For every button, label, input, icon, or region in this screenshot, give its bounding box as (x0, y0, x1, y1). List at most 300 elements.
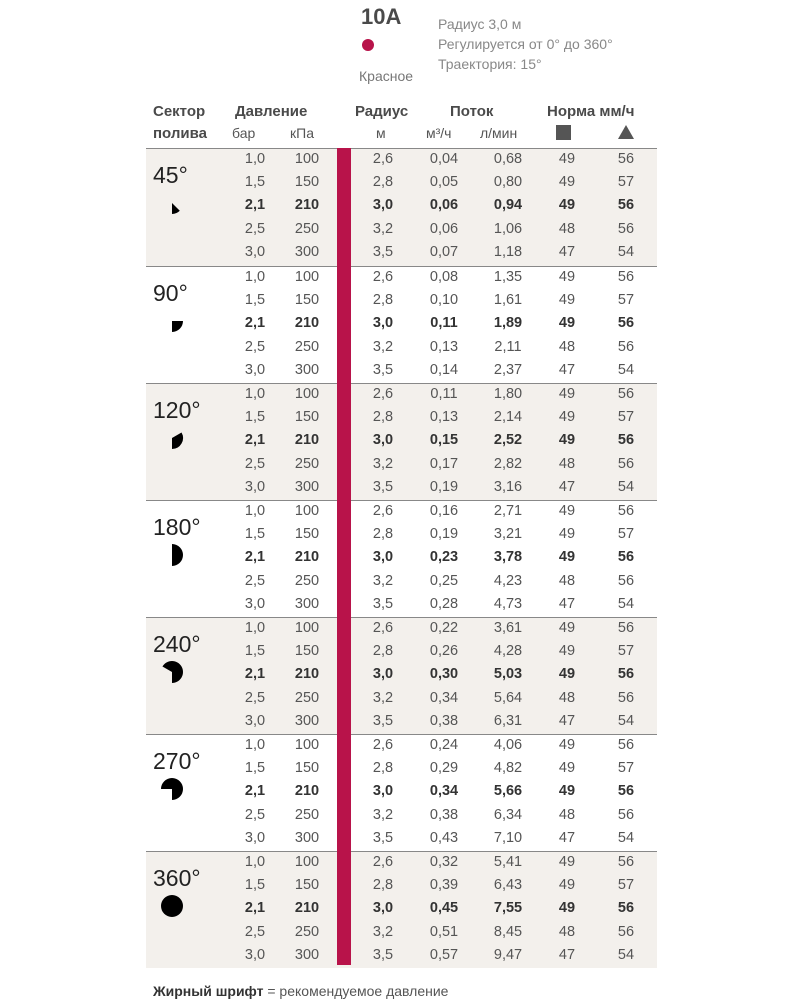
cell-pressure-bar: 1,5 (244, 760, 266, 777)
cell-flow-lpm: 2,11 (494, 338, 522, 355)
cell-flow-lpm: 1,18 (493, 243, 523, 260)
performance-table (146, 148, 657, 967)
nozzle-color-bar (337, 148, 351, 965)
cell-flow-m3: 0,34 (429, 689, 459, 706)
sector-angle-label: 360° (153, 865, 201, 891)
cell-rate-square: 49 (558, 315, 576, 332)
cell-flow-lpm: 5,03 (493, 666, 523, 683)
cell-flow-lpm: 4,82 (493, 760, 523, 777)
cell-rate-square: 48 (558, 806, 576, 823)
col-pressure-kpa: кПа (290, 125, 314, 141)
table-row (146, 945, 657, 968)
cell-radius: 2,8 (372, 409, 394, 426)
cell-flow-m3: 0,16 (429, 503, 459, 519)
table-row (146, 242, 657, 265)
cell-flow-lpm: 4,28 (493, 643, 523, 660)
cell-radius: 3,5 (372, 595, 394, 612)
cell-radius: 2,8 (372, 526, 394, 543)
cell-pressure-bar: 3,0 (244, 829, 266, 846)
spec-adjustable: Регулируется от 0° до 360° (438, 36, 613, 52)
cell-pressure-bar: 3,0 (244, 946, 266, 963)
cell-rate-square: 49 (558, 854, 576, 870)
cell-pressure-kpa: 300 (294, 829, 320, 846)
cell-rate-triangle: 54 (617, 595, 635, 612)
cell-pressure-kpa: 150 (294, 877, 320, 894)
cell-radius: 3,0 (372, 783, 394, 800)
cell-pressure-bar: 2,1 (244, 432, 266, 449)
cell-pressure-kpa: 300 (294, 478, 320, 495)
cell-rate-triangle: 54 (617, 478, 635, 495)
cell-rate-triangle: 54 (617, 712, 635, 729)
cell-rate-square: 49 (558, 174, 576, 191)
cell-flow-m3: 0,24 (429, 737, 459, 753)
col-sector-line1: Сектор (153, 103, 206, 120)
cell-rate-square: 49 (558, 620, 576, 636)
cell-pressure-bar: 2,1 (244, 315, 266, 332)
cell-rate-triangle: 56 (617, 689, 635, 706)
table-row (146, 454, 657, 477)
cell-pressure-bar: 1,0 (244, 386, 266, 402)
cell-flow-lpm: 6,31 (493, 712, 523, 729)
cell-rate-triangle: 56 (617, 269, 635, 285)
triangle-spacing-icon (618, 125, 634, 139)
table-row (146, 898, 657, 921)
cell-flow-lpm: 5,66 (493, 783, 523, 800)
cell-flow-lpm: 2,37 (493, 361, 523, 378)
cell-flow-m3: 0,13 (429, 409, 459, 426)
cell-radius: 3,0 (372, 315, 394, 332)
cell-rate-square: 49 (558, 432, 576, 449)
cell-pressure-bar: 3,0 (244, 478, 266, 495)
cell-pressure-bar: 1,0 (244, 854, 266, 870)
cell-rate-triangle: 56 (617, 432, 635, 449)
table-row (146, 781, 657, 804)
cell-pressure-kpa: 100 (294, 737, 320, 753)
cell-flow-m3: 0,04 (429, 151, 459, 167)
table-row (146, 290, 657, 313)
cell-rate-triangle: 56 (617, 220, 635, 237)
cell-flow-m3: 0,26 (429, 643, 459, 660)
cell-pressure-kpa: 150 (294, 174, 320, 191)
cell-rate-square: 49 (558, 269, 576, 285)
table-row (146, 852, 657, 875)
cell-rate-square: 48 (558, 455, 576, 472)
cell-rate-triangle: 57 (617, 409, 635, 426)
cell-pressure-kpa: 210 (294, 900, 320, 917)
nozzle-color-label: Красное (359, 68, 414, 84)
cell-flow-m3: 0,13 (429, 338, 459, 355)
cell-flow-lpm: 1,06 (493, 220, 523, 237)
cell-radius: 2,8 (372, 877, 394, 894)
cell-flow-lpm: 4,23 (493, 572, 523, 589)
cell-rate-square: 47 (558, 595, 576, 612)
cell-flow-m3: 0,32 (429, 854, 459, 870)
cell-flow-m3: 0,11 (430, 315, 458, 332)
cell-rate-square: 49 (558, 783, 576, 800)
cell-rate-square: 49 (558, 386, 576, 402)
cell-rate-square: 49 (558, 409, 576, 426)
table-row (146, 758, 657, 781)
cell-flow-lpm: 2,82 (493, 455, 523, 472)
cell-flow-lpm: 5,64 (493, 689, 523, 706)
sector-group (146, 266, 657, 383)
cell-flow-lpm: 3,61 (493, 620, 523, 636)
cell-radius: 3,0 (372, 432, 394, 449)
cell-rate-triangle: 57 (617, 877, 635, 894)
cell-flow-lpm: 1,89 (493, 315, 523, 332)
cell-rate-square: 49 (558, 666, 576, 683)
footer-bold-text: Жирный шрифт (153, 983, 264, 999)
table-row (146, 219, 657, 242)
cell-pressure-kpa: 100 (294, 386, 320, 402)
cell-radius: 3,5 (372, 243, 394, 260)
table-row (146, 688, 657, 711)
cell-flow-lpm: 3,16 (493, 478, 523, 495)
cell-flow-m3: 0,06 (429, 197, 459, 214)
cell-pressure-bar: 2,5 (244, 806, 266, 823)
cell-pressure-kpa: 300 (294, 946, 320, 963)
cell-radius: 3,5 (372, 712, 394, 729)
cell-pressure-kpa: 250 (294, 338, 320, 355)
cell-rate-square: 47 (558, 243, 576, 260)
cell-rate-triangle: 57 (617, 174, 635, 191)
cell-flow-lpm: 4,06 (493, 737, 523, 753)
cell-radius: 3,0 (372, 666, 394, 683)
cell-radius: 2,6 (372, 269, 394, 285)
cell-radius: 2,6 (372, 386, 394, 402)
cell-radius: 3,0 (372, 197, 394, 214)
cell-flow-m3: 0,19 (429, 526, 459, 543)
cell-pressure-kpa: 300 (294, 361, 320, 378)
sector-group (146, 149, 657, 266)
sector-angle-label: 45° (153, 162, 188, 188)
cell-pressure-bar: 2,1 (244, 549, 266, 566)
cell-rate-triangle: 56 (617, 338, 635, 355)
col-flow-lpm: л/мин (480, 125, 518, 141)
cell-pressure-bar: 2,5 (244, 220, 266, 237)
table-row (146, 360, 657, 383)
cell-rate-triangle: 57 (617, 760, 635, 777)
cell-rate-square: 47 (558, 829, 576, 846)
cell-flow-m3: 0,51 (429, 923, 459, 940)
cell-pressure-kpa: 250 (294, 689, 320, 706)
cell-pressure-kpa: 250 (294, 806, 320, 823)
cell-radius: 3,2 (372, 220, 394, 237)
cell-flow-lpm: 8,45 (493, 923, 523, 940)
cell-pressure-bar: 2,5 (244, 455, 266, 472)
cell-radius: 2,6 (372, 737, 394, 753)
table-row (146, 477, 657, 500)
cell-flow-m3: 0,34 (429, 783, 459, 800)
cell-flow-m3: 0,06 (429, 220, 459, 237)
cell-pressure-kpa: 150 (294, 760, 320, 777)
cell-flow-lpm: 0,94 (493, 197, 523, 214)
cell-rate-triangle: 56 (617, 549, 635, 566)
cell-rate-square: 49 (558, 877, 576, 894)
cell-radius: 2,8 (372, 643, 394, 660)
cell-radius: 2,6 (372, 854, 394, 870)
cell-flow-lpm: 5,41 (493, 854, 523, 870)
cell-pressure-bar: 2,5 (244, 338, 266, 355)
cell-pressure-bar: 1,0 (244, 151, 266, 167)
cell-pressure-bar: 1,5 (244, 877, 266, 894)
cell-pressure-kpa: 250 (294, 455, 320, 472)
cell-rate-square: 49 (558, 292, 576, 309)
table-row (146, 594, 657, 617)
table-row (146, 711, 657, 734)
cell-flow-lpm: 6,43 (493, 877, 523, 894)
sector-angle-label: 90° (153, 280, 188, 306)
cell-flow-lpm: 9,47 (493, 946, 523, 963)
table-row (146, 805, 657, 828)
cell-pressure-kpa: 210 (294, 315, 320, 332)
table-row (146, 430, 657, 453)
cell-radius: 2,6 (372, 503, 394, 519)
cell-pressure-kpa: 150 (294, 526, 320, 543)
sector-group (146, 617, 657, 734)
cell-flow-lpm: 4,73 (493, 595, 523, 612)
cell-flow-lpm: 1,35 (493, 269, 523, 285)
cell-radius: 3,5 (372, 478, 394, 495)
cell-radius: 3,2 (372, 689, 394, 706)
cell-rate-square: 47 (558, 478, 576, 495)
table-row (146, 524, 657, 547)
cell-flow-m3: 0,11 (430, 386, 458, 402)
cell-rate-triangle: 56 (617, 923, 635, 940)
cell-flow-m3: 0,29 (429, 760, 459, 777)
table-row (146, 641, 657, 664)
cell-flow-lpm: 1,80 (493, 386, 523, 402)
cell-pressure-kpa: 100 (294, 854, 320, 870)
cell-rate-square: 49 (558, 760, 576, 777)
cell-flow-m3: 0,14 (429, 361, 459, 378)
sector-angle-label: 120° (153, 397, 201, 423)
table-row (146, 195, 657, 218)
cell-pressure-kpa: 250 (294, 220, 320, 237)
cell-flow-m3: 0,15 (429, 432, 459, 449)
cell-rate-triangle: 56 (617, 572, 635, 589)
cell-flow-m3: 0,10 (429, 292, 459, 309)
cell-radius: 2,8 (372, 292, 394, 309)
spec-trajectory: Траектория: 15° (438, 56, 542, 72)
nozzle-model-title: 10A (361, 4, 402, 29)
sector-angle-label: 180° (153, 514, 201, 540)
cell-pressure-kpa: 100 (294, 151, 320, 167)
cell-flow-lpm: 7,10 (493, 829, 523, 846)
footer-note (153, 983, 448, 999)
cell-flow-m3: 0,57 (429, 946, 459, 963)
cell-rate-triangle: 56 (617, 666, 635, 683)
cell-flow-m3: 0,22 (429, 620, 459, 636)
col-pressure: Давление (235, 103, 308, 120)
cell-flow-lpm: 2,71 (493, 503, 523, 519)
col-pressure-bar: бар (232, 125, 256, 141)
sector-group (146, 734, 657, 851)
cell-rate-triangle: 56 (617, 315, 635, 332)
cell-rate-triangle: 56 (617, 503, 635, 519)
table-row (146, 571, 657, 594)
cell-rate-square: 49 (558, 900, 576, 917)
cell-radius: 3,5 (372, 361, 394, 378)
cell-rate-square: 49 (558, 503, 576, 519)
cell-radius: 2,6 (372, 151, 394, 167)
table-row (146, 618, 657, 641)
cell-rate-triangle: 56 (617, 783, 635, 800)
cell-pressure-bar: 2,1 (244, 783, 266, 800)
cell-pressure-kpa: 210 (294, 549, 320, 566)
cell-rate-triangle: 56 (617, 455, 635, 472)
sector-group (146, 851, 657, 968)
cell-pressure-kpa: 300 (294, 712, 320, 729)
cell-pressure-bar: 2,5 (244, 572, 266, 589)
cell-rate-square: 47 (558, 946, 576, 963)
cell-pressure-kpa: 210 (294, 432, 320, 449)
cell-flow-m3: 0,39 (429, 877, 459, 894)
table-row (146, 384, 657, 407)
cell-pressure-bar: 1,5 (244, 409, 266, 426)
col-sector-line2: полива (153, 125, 207, 142)
table-row (146, 337, 657, 360)
cell-radius: 3,2 (372, 806, 394, 823)
cell-rate-triangle: 56 (617, 854, 635, 870)
col-radius-unit: м (376, 125, 386, 141)
cell-rate-triangle: 54 (617, 946, 635, 963)
cell-pressure-kpa: 150 (294, 292, 320, 309)
table-row (146, 828, 657, 851)
cell-pressure-bar: 3,0 (244, 712, 266, 729)
cell-pressure-kpa: 210 (294, 783, 320, 800)
cell-pressure-kpa: 100 (294, 269, 320, 285)
cell-flow-m3: 0,30 (429, 666, 459, 683)
table-row (146, 547, 657, 570)
cell-rate-triangle: 57 (617, 526, 635, 543)
sector-group (146, 383, 657, 500)
cell-pressure-kpa: 300 (294, 243, 320, 260)
cell-rate-square: 48 (558, 572, 576, 589)
cell-flow-lpm: 6,34 (493, 806, 523, 823)
cell-rate-square: 48 (558, 220, 576, 237)
cell-radius: 3,0 (372, 549, 394, 566)
cell-rate-triangle: 56 (617, 806, 635, 823)
cell-pressure-kpa: 300 (294, 595, 320, 612)
table-row (146, 172, 657, 195)
cell-pressure-bar: 2,5 (244, 923, 266, 940)
cell-rate-triangle: 56 (617, 197, 635, 214)
table-row (146, 735, 657, 758)
cell-rate-triangle: 56 (617, 151, 635, 167)
cell-radius: 3,2 (372, 338, 394, 355)
table-row (146, 922, 657, 945)
cell-pressure-bar: 1,0 (244, 503, 266, 519)
cell-pressure-bar: 3,0 (244, 361, 266, 378)
cell-flow-lpm: 7,55 (493, 900, 523, 917)
cell-radius: 3,5 (372, 829, 394, 846)
cell-rate-triangle: 54 (617, 361, 635, 378)
cell-flow-m3: 0,17 (429, 455, 459, 472)
cell-radius: 2,8 (372, 174, 394, 191)
cell-flow-m3: 0,38 (429, 712, 459, 729)
cell-pressure-bar: 1,0 (244, 620, 266, 636)
nozzle-color-dot (362, 39, 374, 51)
cell-rate-square: 49 (558, 737, 576, 753)
cell-flow-m3: 0,07 (429, 243, 459, 260)
cell-pressure-bar: 2,5 (244, 689, 266, 706)
cell-rate-square: 49 (558, 549, 576, 566)
table-row (146, 313, 657, 336)
cell-pressure-kpa: 150 (294, 643, 320, 660)
cell-radius: 2,8 (372, 760, 394, 777)
cell-radius: 3,0 (372, 900, 394, 917)
sector-angle-label: 270° (153, 748, 201, 774)
cell-rate-triangle: 56 (617, 737, 635, 753)
sector-group (146, 500, 657, 617)
cell-pressure-bar: 1,0 (244, 737, 266, 753)
cell-rate-triangle: 57 (617, 643, 635, 660)
col-radius: Радиус (355, 103, 409, 120)
cell-pressure-kpa: 210 (294, 666, 320, 683)
square-spacing-icon (556, 125, 571, 140)
sector-angle-label: 240° (153, 631, 201, 657)
cell-pressure-kpa: 100 (294, 620, 320, 636)
cell-rate-triangle: 54 (617, 243, 635, 260)
cell-flow-m3: 0,38 (429, 806, 459, 823)
col-rate: Норма мм/ч (547, 103, 635, 120)
cell-flow-lpm: 1,61 (493, 292, 523, 309)
cell-rate-square: 49 (558, 643, 576, 660)
cell-pressure-bar: 3,0 (244, 595, 266, 612)
cell-rate-square: 47 (558, 712, 576, 729)
table-row (146, 501, 657, 524)
cell-pressure-bar: 3,0 (244, 243, 266, 260)
cell-rate-square: 48 (558, 338, 576, 355)
cell-pressure-bar: 1,5 (244, 526, 266, 543)
table-row (146, 267, 657, 290)
cell-flow-m3: 0,05 (429, 174, 459, 191)
cell-flow-lpm: 2,14 (493, 409, 523, 426)
table-row (146, 664, 657, 687)
cell-rate-square: 48 (558, 689, 576, 706)
cell-pressure-bar: 1,0 (244, 269, 266, 285)
table-row (146, 875, 657, 898)
cell-radius: 3,2 (372, 572, 394, 589)
cell-rate-square: 49 (558, 526, 576, 543)
cell-flow-m3: 0,08 (429, 269, 459, 285)
cell-flow-m3: 0,43 (429, 829, 459, 846)
cell-rate-triangle: 57 (617, 292, 635, 309)
cell-pressure-kpa: 210 (294, 197, 320, 214)
cell-flow-lpm: 3,21 (493, 526, 523, 543)
col-flow: Поток (450, 103, 494, 120)
table-row (146, 149, 657, 172)
cell-pressure-kpa: 250 (294, 923, 320, 940)
cell-flow-lpm: 2,52 (493, 432, 523, 449)
cell-flow-m3: 0,45 (429, 900, 459, 917)
cell-rate-triangle: 56 (617, 900, 635, 917)
nozzle-specs (438, 14, 613, 74)
cell-pressure-kpa: 250 (294, 572, 320, 589)
cell-flow-lpm: 3,78 (493, 549, 523, 566)
cell-flow-m3: 0,25 (429, 572, 459, 589)
cell-radius: 3,5 (372, 946, 394, 963)
cell-pressure-bar: 1,5 (244, 643, 266, 660)
cell-pressure-kpa: 100 (294, 503, 320, 519)
cell-flow-m3: 0,28 (429, 595, 459, 612)
cell-rate-triangle: 56 (617, 386, 635, 402)
spec-radius: Радиус 3,0 м (438, 16, 522, 32)
cell-rate-square: 49 (558, 151, 576, 167)
cell-pressure-kpa: 150 (294, 409, 320, 426)
cell-pressure-bar: 2,1 (244, 666, 266, 683)
